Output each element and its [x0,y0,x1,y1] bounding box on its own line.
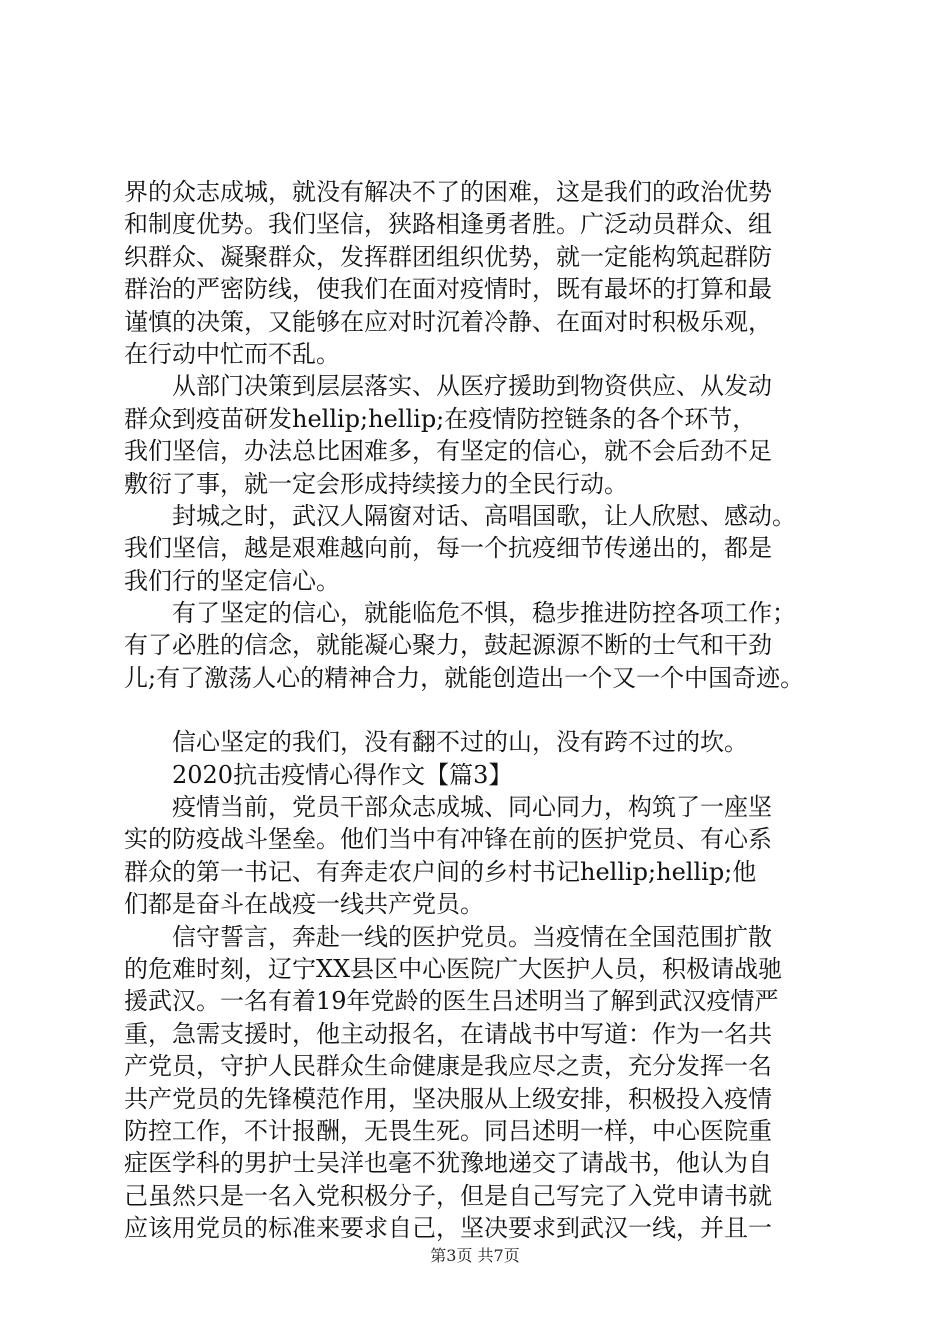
paragraph-gap [124,694,840,726]
document-body [124,176,840,1245]
text-line: 界的众志成城，就没有解决不了的困难，这是我们的政治优势 [124,178,772,206]
paragraph-first-line: 疫情当前，党员干部众志成城、同心同力，构筑了一座坚 [172,793,772,822]
paragraph-first-line: 封城之时，武汉人隔窗对话、高唱国歌，让人欣慰、感动。 [172,501,796,530]
text-line: 我们坚信，办法总比困难多，有坚定的信心，就不会后劲不足 [124,437,772,466]
text-line: 织群众、凝聚群众，发挥群团组织优势，就一定能构筑起群防 [124,242,772,271]
section-heading: 2020抗击疫情心得作文【篇3】 [172,760,513,789]
text-line: 实的防疫战斗堡垒。他们当中有冲锋在前的医护党员、有心系 [124,825,772,854]
text-line: 谨慎的决策，又能够在应对时沉着冷静、在面对时积极乐观， [124,307,772,336]
paragraph-first-line: 信心坚定的我们，没有翻不过的山，没有跨不过的坎。 [172,728,748,757]
text-line: 我们坚信，越是艰难越向前，每一个抗疫细节传递出的，都是 [124,534,772,563]
text-line: 己虽然只是一名入党积极分子，但是自己写完了入党申请书就 [124,1181,772,1210]
text-line: 们都是奋斗在战疫一线共产党员。 [124,890,484,919]
page-footer: 第3页 共7页 [430,1246,520,1265]
text-line: 和制度优势。我们坚信，狭路相逢勇者胜。广泛动员群众、组 [124,210,772,239]
text-line: 有了必胜的信念，就能凝心聚力，鼓起源源不断的士气和干劲 [124,631,772,660]
text-line: 儿;有了激荡人心的精神合力，就能创造出一个又一个中国奇迹。 [124,663,805,692]
text-line: 群众的第一书记、有奔走农户间的乡村书记hellip;hellip;他 [124,857,757,886]
paragraph-first-line: 信守誓言，奔赴一线的医护党员。当疫情在全国范围扩散 [172,922,772,951]
text-line: 群众到疫苗研发hellip;hellip;在疫情防控链条的各个环节， [124,404,757,433]
text-line: 我们行的坚定信心。 [124,566,340,595]
text-line: 群治的严密防线，使我们在面对疫情时，既有最坏的打算和最 [124,275,772,304]
text-line: 防控工作，不计报酬，无畏生死。同吕述明一样，中心医院重 [124,1116,772,1145]
paragraph-first-line: 有了坚定的信心，就能临危不惧，稳步推进防控各项工作； [172,599,796,628]
text-line: 应该用党员的标准来要求自己，坚决要求到武汉一线，并且一 [124,1214,772,1243]
text-line: 的危难时刻，辽宁XX县区中心医院广大医护人员，积极请战驰 [124,954,783,983]
paragraph-first-line: 从部门决策到层层落实、从医疗援助到物资供应、从发动 [172,372,772,401]
text-line: 共产党员的先锋模范作用，坚决服从上级安排，积极投入疫情 [124,1084,772,1113]
text-line: 在行动中忙而不乱。 [124,339,340,368]
text-line: 敷衍了事，就一定会形成持续接力的全民行动。 [124,469,628,498]
text-line: 重，急需支援时，他主动报名，在请战书中写道：作为一名共 [124,1019,772,1048]
text-line: 症医学科的男护士吴洋也毫不犹豫地递交了请战书，他认为自 [124,1149,772,1178]
text-line: 产党员，守护人民群众生命健康是我应尽之责，充分发挥一名 [124,1052,772,1081]
text-line: 援武汉。一名有着19年党龄的医生吕述明当了解到武汉疫情严 [124,987,779,1016]
